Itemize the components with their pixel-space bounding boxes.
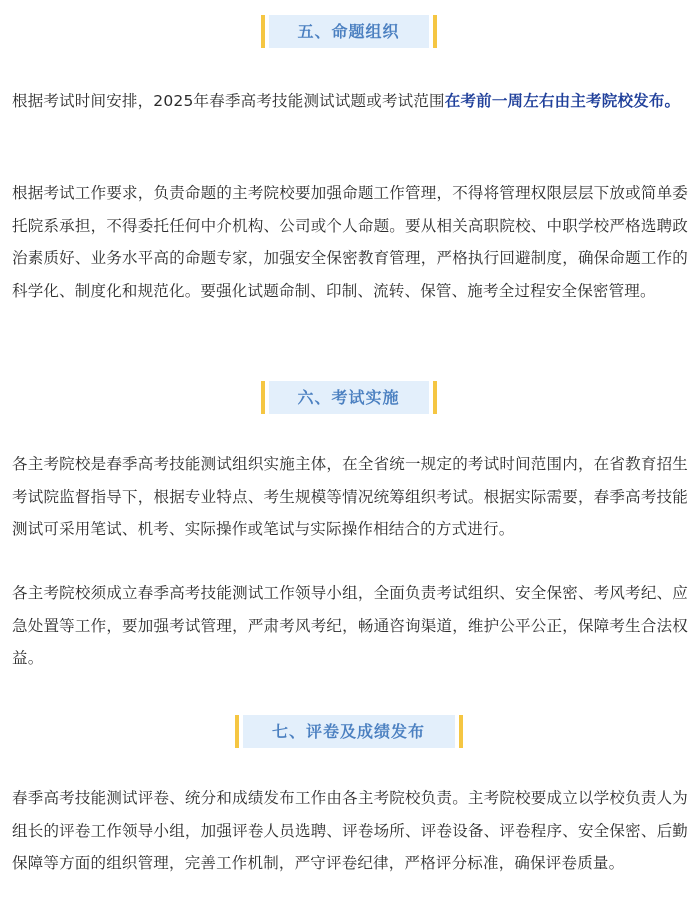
section-heading-7 xyxy=(0,715,697,748)
paragraph-6-1: 各主考院校是春季高考技能测试组织实施主体，在全省统一规定的考试时间范围内，在省教育招生考试院监督指导下，根据专业特点、考生规模等情况统筹组织考试。根据实际需要，春季高考技能测试可采用笔试、机考、实际操作或笔试与实际操作相结合的方式进行。 xyxy=(12,455,688,538)
paragraph-5-1 xyxy=(12,85,688,118)
paragraph-5-1-highlight: 在考前一周左右由主考院校发布。 xyxy=(444,92,681,110)
paragraph-5-2: 根据考试工作要求，负责命题的主考院校要加强命题工作管理，不得将管理权限层层下放或简单委托院系承担，不得委托任何中介机构、公司或个人命题。要从相关高职院校、中职学校严格选聘政治素质好、业务水平高的命题专家，加强安全保密教育管理，严格执行回避制度，确保命题工作的科学化、制度化和规范化。要强化试题命制、印制、流转、保管、施考全过程安全保密管理。 xyxy=(12,184,688,300)
section-title-6: 六、考试实施 xyxy=(269,381,429,414)
section-title-7: 七、评卷及成绩发布 xyxy=(243,715,455,748)
paragraph-5-1-text: 根据考试时间安排，2025年春季高考技能测试试题或考试范围 xyxy=(12,92,445,110)
section-heading-5 xyxy=(0,15,697,48)
section-title-5: 五、命题组织 xyxy=(269,15,429,48)
paragraph-6-2: 各主考院校须成立春季高考技能测试工作领导小组，全面负责考试组织、安全保密、考风考纪、应急处置等工作，要加强考试管理，严肃考风考纪，畅通咨询渠道，维护公平公正，保障考生合法权益。 xyxy=(12,584,688,667)
paragraph-7-1: 春季高考技能测试评卷、统分和成绩发布工作由各主考院校负责。主考院校要成立以学校负责人为组长的评卷工作领导小组，加强评卷人员选聘、评卷场所、评卷设备、评卷程序、安全保密、后勤保障等方面的组织管理，完善工作机制，严守评卷纪律，严格评分标准，确保评卷质量。 xyxy=(12,789,688,872)
section-heading-6 xyxy=(0,381,697,414)
